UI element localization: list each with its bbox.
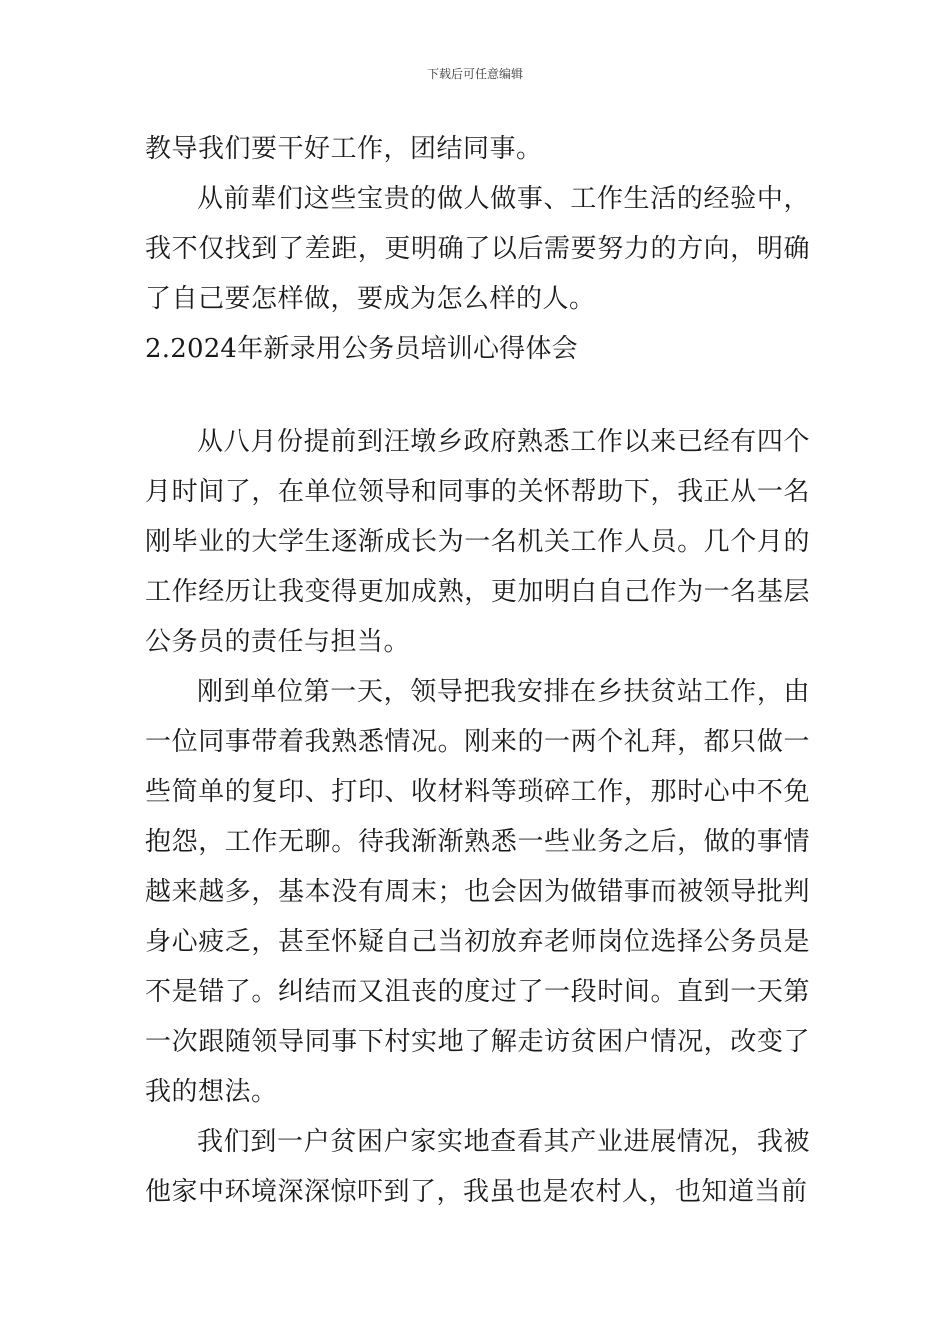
- paragraph-experience: 从前辈们这些宝贵的做人做事、工作生活的经验中，我不仅找到了差距，更明确了以后需要努力的方向，明确了自己要怎样做，要成为怎么样的人。: [145, 184, 810, 314]
- document-body: [145, 124, 810, 1217]
- paragraph-first-day: 刚到单位第一天，领导把我安排在乡扶贫站工作，由一位同事带着我熟悉情况。刚来的一两个礼拜，都只做一些简单的复印、打印、收材料等琐碎工作，那时心中不免抱怨，工作无聊。待我渐渐熟悉一些业务之后，做的事情越来越多，基本没有周末；也会因为做错事而被领导批判身心疲乏，甚至怀疑自己当初放弃老师岗位选择公务员是不是错了。纠结而又沮丧的度过了一段时间。直到一天第一次跟随领导同事下村实地了解走访贫困户情况，改变了我的想法。: [145, 677, 810, 1107]
- paragraph-continuation: 教导我们要干好工作，团结同事。: [145, 134, 543, 164]
- page-header: 下载后可任意编辑: [426, 67, 523, 81]
- section-spacer: [145, 374, 810, 417]
- paragraph-visit: 我们到一户贫困户家实地查看其产业进展情况，我被他家中环境深深惊吓到了，我虽也是农村人，也知道当前: [145, 1127, 810, 1207]
- paragraph-intro: 从八月份提前到汪墩乡政府熟悉工作以来已经有四个月时间了，在单位领导和同事的关怀帮助下，我正从一名刚毕业的大学生逐渐成长为一名机关工作人员。几个月的工作经历让我变得更加成熟，更加明白自己作为一名基层公务员的责任与担当。: [145, 427, 810, 657]
- section-heading: 2.2024年新录用公务员培训心得体会: [145, 334, 578, 364]
